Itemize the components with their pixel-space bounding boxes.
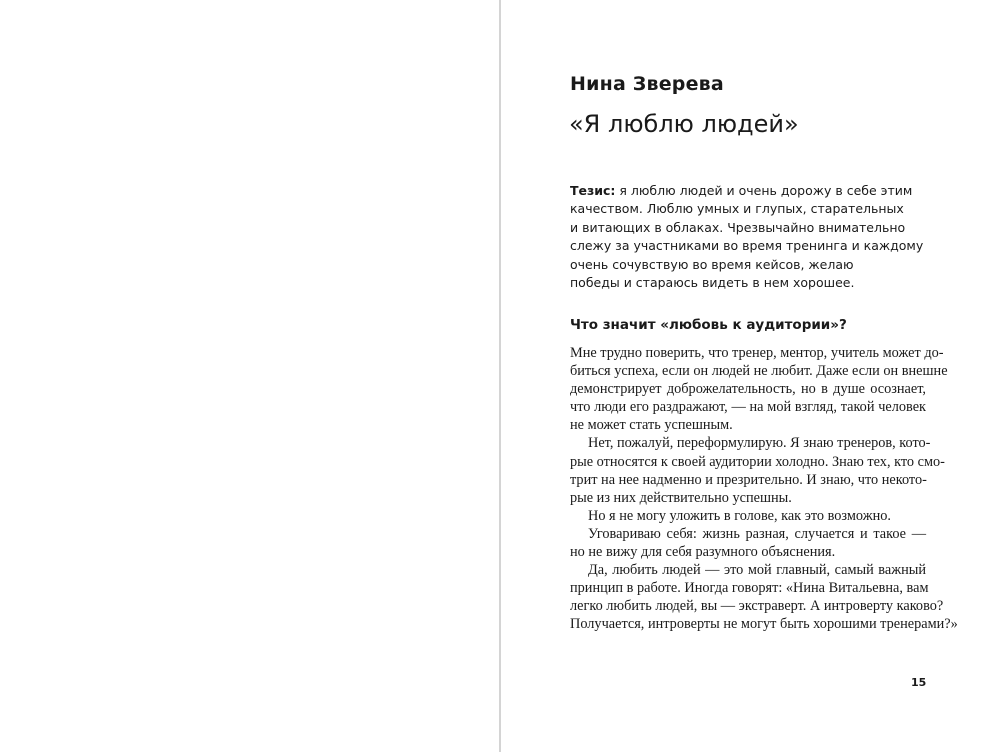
body-line: рые из них действительно успешны. — [570, 489, 792, 506]
thesis-line — [570, 182, 913, 200]
thesis-text: я люблю людей и очень дорожу в себе этим — [615, 183, 913, 198]
thesis-line: слежу за участниками во время тренинга и каждому — [570, 238, 924, 254]
body-line: рые относятся к своей аудитории холодно. Знаю тех, кто смо- — [570, 453, 945, 470]
body-text — [570, 344, 958, 634]
body-line: Да, любить людей — это мой главный, самый важный — [588, 562, 926, 579]
body-line: Нет, пожалуй, переформулирую. Я знаю тренеров, кото- — [588, 435, 931, 452]
body-line: но не вижу для себя разумного объяснения. — [570, 544, 836, 561]
body-line: что люди его раздражают, — на мой взгляд, такой человек — [570, 399, 926, 416]
section-heading: Что значит «любовь к аудитории»? — [570, 317, 847, 333]
body-line: Получается, интроверты не могут быть хорошими тренерами?» — [570, 616, 958, 633]
body-line: трит на нее надменно и презрительно. И знаю, что некото- — [570, 471, 927, 488]
thesis-line: и витающих в облаках. Чрезвычайно внимательно — [570, 219, 906, 235]
body-line: Но я не могу уложить в голове, как это возможно. — [588, 507, 891, 524]
thesis-line: победы и стараюсь видеть в нем хорошее. — [570, 275, 855, 291]
body-line: Мне трудно поверить, что тренер, ментор, учитель может до- — [570, 345, 944, 361]
page-number: 15 — [911, 676, 927, 689]
body-line: Уговариваю себя: жизнь разная, случается и такое — — [588, 525, 926, 542]
thesis-line: очень сочувствую во время кейсов, желаю — [570, 256, 854, 272]
body-line: принцип в работе. Иногда говорят: «Нина Витальевна, вам — [570, 580, 929, 597]
right-page — [501, 0, 1000, 752]
thesis-label: Тезис: — [570, 183, 616, 198]
chapter-title: «Я люблю людей» — [569, 110, 799, 138]
thesis-paragraph — [570, 182, 924, 292]
body-line: биться успеха, если он людей не любит. Даже если он внешне — [570, 363, 948, 380]
body-line: легко любить людей, вы — экстраверт. А интроверту каково? — [570, 598, 944, 615]
thesis-line: качеством. Люблю умных и глупых, старательных — [570, 201, 904, 217]
chapter-author: Нина Зверева — [570, 73, 724, 95]
body-line: не может стать успешным. — [570, 417, 733, 434]
body-line: демонстрирует доброжелательность, но в душе осознает, — [570, 381, 926, 398]
left-page — [0, 0, 499, 752]
